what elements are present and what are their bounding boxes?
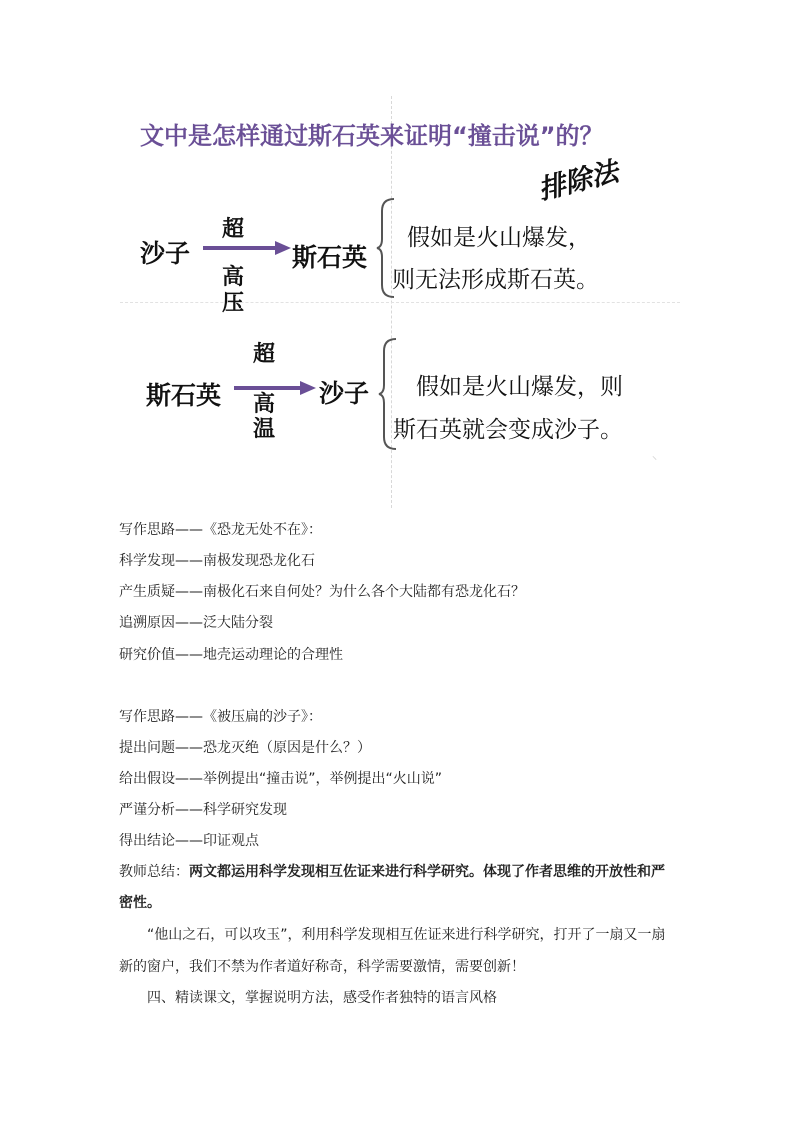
paragraph-line-1: “他山之石，可以攻玉”，利用科学发现相互佐证来进行科学研究，打开了一扇又一扇 [147,927,666,943]
row2-to: 沙子 [319,379,370,408]
text-line: 严谨分析——科学研究发现 [119,802,287,818]
text-line: 得出结论——印证观点 [119,833,259,849]
text-line: 写作思路——《被压扁的沙子》： [119,709,322,725]
text-line: 追溯原因——泛大陆分裂 [119,615,273,631]
row1-cond-bottom-2: 压 [222,291,245,316]
row1-to: 斯石英 [292,243,368,272]
row2-from: 斯石英 [146,381,222,410]
row2-note-2: 斯石英就会变成沙子。 [393,417,623,443]
section-heading: 四、精读课文，掌握说明方法，感受作者独特的语言风格 [147,990,497,1006]
text-line: 写作思路——《恐龙无处不在》： [119,522,322,538]
method-stamp: 排除法 [535,156,622,207]
row1-cond-bottom-1: 高 [222,265,245,290]
summary-text-1: 两文都运用科学发现相互佐证来进行科学研究。体现了作者思维的开放性和严 [189,864,665,880]
mark-icon: ⸜ [652,451,657,462]
summary-text-2: 密性。 [119,895,161,911]
text-line: 给出假设——举例提出“撞击说”，举例提出“火山说” [119,771,443,787]
row2-note-1: 假如是火山爆发，则 [416,374,623,400]
text-line: 科学发现——南极发现恐龙化石 [119,553,315,569]
text-line: 产生质疑——南极化石来自何处？为什么各个大陆都有恐龙化石？ [119,584,525,600]
row2-cond-bottom-2: 温 [253,417,276,442]
row1-cond-top: 超 [222,217,245,242]
slide-title: 文中是怎样通过斯石英来证明“撞击说”的？ [140,122,604,150]
row2-cond-top: 超 [253,342,276,367]
row1-arrow [203,240,291,256]
row1-note-2: 则无法形成斯石英。 [392,267,599,293]
summary-label: 教师总结： [119,864,189,880]
row1-from: 沙子 [140,239,191,268]
row1-note-1: 假如是火山爆发， [407,225,591,251]
divider-horizontal [120,302,680,303]
row2-cond-bottom-1: 高 [253,392,276,417]
teacher-summary [119,861,665,881]
text-line: 研究价值——地壳运动理论的合理性 [119,647,343,663]
paragraph-line-2: 新的窗户，我们不禁为作者道好称奇，科学需要激情，需要创新！ [119,959,525,975]
text-line: 提出问题——恐龙灭绝（原因是什么？） [119,740,371,756]
